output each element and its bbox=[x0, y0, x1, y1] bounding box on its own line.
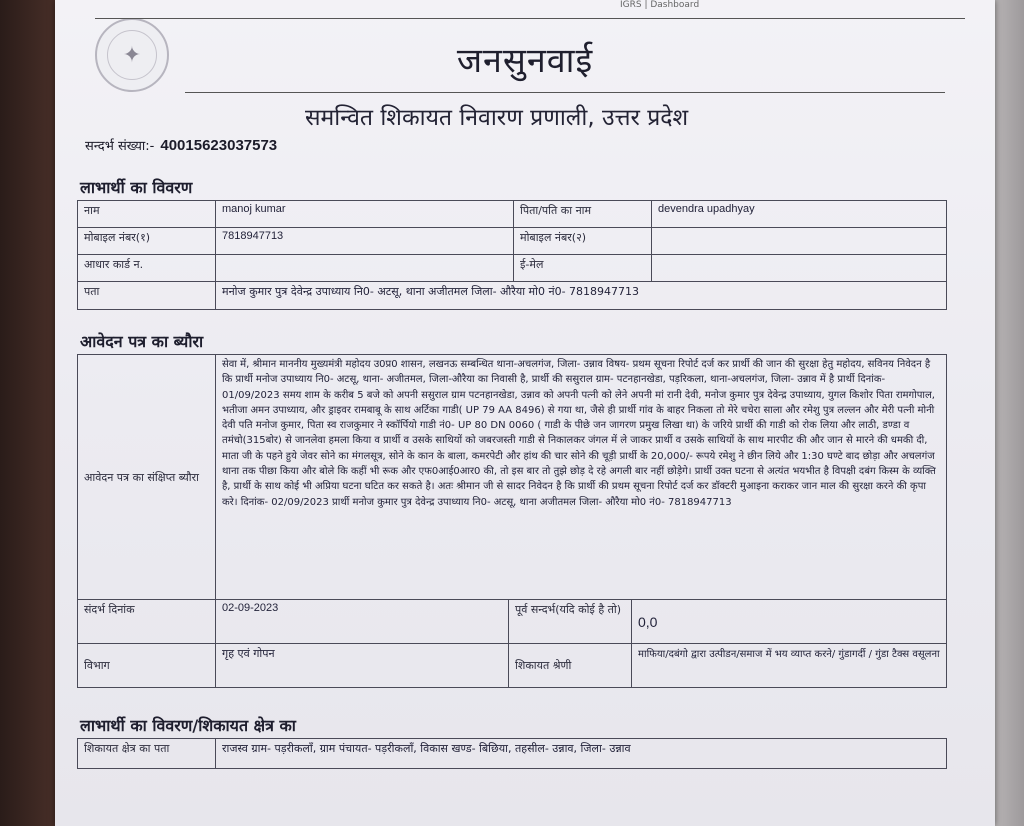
father-name-value: devendra upadhyay bbox=[652, 201, 947, 228]
section-heading-complaint-area: लाभार्थी का विवरण/शिकायत क्षेत्र का bbox=[80, 716, 296, 735]
reference-label: सन्दर्भ संख्या:- bbox=[85, 139, 155, 154]
top-rule bbox=[95, 18, 965, 19]
summary-label: आवेदन पत्र का संक्षिप्त ब्यौरा bbox=[78, 355, 216, 600]
page-subtitle: समन्वित शिकायत निवारण प्रणाली, उत्तर प्रदेश bbox=[305, 105, 689, 131]
reference-number bbox=[85, 136, 277, 154]
previous-reference-label: पूर्व सन्दर्भ(यदि कोई है तो) bbox=[509, 600, 632, 644]
aadhaar-value bbox=[216, 255, 514, 282]
complaint-area-label: शिकायत क्षेत्र का पता bbox=[78, 739, 216, 769]
reference-date-label: संदर्भ दिनांक bbox=[78, 600, 216, 644]
email-value bbox=[652, 255, 947, 282]
section-heading-beneficiary: लाभार्थी का विवरण bbox=[80, 178, 193, 197]
title-rule bbox=[185, 92, 945, 93]
mobile1-label: मोबाइल नंबर(१) bbox=[78, 228, 216, 255]
department-value: गृह एवं गोपन bbox=[216, 644, 509, 688]
reference-date-value: 02-09-2023 bbox=[216, 600, 509, 644]
name-label: नाम bbox=[78, 201, 216, 228]
address-value: मनोज कुमार पुत्र देवेन्द्र उपाध्याय नि0- अटसू, थाना अजीतमल जिला- औरैया मो0 नं0- 7818947713 bbox=[216, 282, 947, 310]
page-title: जनसुनवाई bbox=[456, 41, 594, 81]
up-government-emblem-icon: ✦ bbox=[95, 18, 169, 92]
previous-reference-value: 0,0 bbox=[632, 600, 947, 644]
beneficiary-table bbox=[77, 200, 947, 310]
complaint-area-value: राजस्व ग्राम- पड़रीकलाँ, ग्राम पंचायत- पड़रीकलाँ, विकास खण्ड- बिछिया, तहसील- उन्नाव, जिला- उन्नाव bbox=[216, 739, 947, 769]
summary-value: सेवा में, श्रीमान माननीय मुख्यमंत्री महोदय उ0प्र0 शासन, लखनऊ सम्बन्धित थाना-अचलगंज, जिला- उन्नाव विषय- प्रथम सूचना रिपोर्ट दर्ज कर प्रार्थी की जान की सुरक्षा हेतु महोदय, सविनय निवेदन है कि प्रार्थी मनोज उपाध्याय नि0- अटसू, थाना- अजीतमल, जिला-औरैया का निवासी है, प्रार्थी की ससुराल ग्राम- पटनहानखेडा, पड़रिकला, थाना-अचलगंज, जिला- उन्नाव में है प्रार्थी दिनांक- 01/09/2023 समय शाम के करीब 5 बजे को अपनी ससुराल ग्राम पटनहानखेडा, उन्नाव को अपनी पत्नी को लेने अपनी मां रानी देवी, मनोज कुमार पुत्र देवेन्द्र उपाध्याय, युगल किशोर पिता रामगोपाल, भतीजा अमन उपाध्याय, और ड्राइवर रामबाबू के साथ अर्टिका गाडी( UP 79 AA 8496) से गया था, जैसे ही प्रार्थी गांव के बाहर निकला तो मेरे चचेरा साला और रमेशु पुत्र लल्लन और मेरी पत्नी मोनी देवी पति मनोज कुमार, पिता स्व राजकुमार ने स्कॉर्पियो गाडी नं0- UP 80 DN 0060 ( गाडी के पीछे जन जागरण प्रमुख लिखा था) के जरिये प्रार्थी की गाडी को रोक लिया और लाठी, डण्डा व तमंचो(315बोर) से जानलेवा हमला किया व प्रार्थी व उसके साथियों को जबरजस्ती गाडी से निकालकर जंगल में ले जाकर प्रार्थी व उसके साथियों के साथ मारपीट की और जान से मारने की धमकी दी, माता जी के पहने हुये जेवर सोने का मंगलसूत्र, सोने के कान के बाला, कमरपेटी और हांथ की चार सोने की चूड़ी प्रार्थी के 20,000/- रूपये रमेशु ने छीन लिये और 1:30 घण्टे बाद छोड़ा और अचलगंज थाना तक पीछा किया और बोले कि कहीं भी रूक और एफ0आई0आर0 की, तो इस बार तो तुझे छोड़ दे रहे अगली बार नहीं छोड़ेगे। प्रार्थी उक्त घटना से अत्यंत भयभीत है विपक्षी दबंग किस्म के व्यक्ति है, प्रार्थी के साथ कोई भी अप्रिया घटना घटित कर सकते है। अतः श्रीमान जी से सादर निवेदन है कि प्रार्थी की प्रथम सूचना रिपोर्ट दर्ज कर डॉक्टरी मुआइना कराकर जान माल की सुरक्षा करने की कृपा करे। दिनांक- 02/09/2023 प्रार्थी मनोज कुमार पुत्र देवेन्द्र उपाध्याय नि0- अटसू, थाना अजीतमल जिला- औरैया मो0 नं0- 7818947713 bbox=[216, 355, 947, 600]
document-page bbox=[55, 0, 995, 826]
reference-value: 40015623037573 bbox=[160, 137, 278, 154]
email-label: ई-मेल bbox=[514, 255, 652, 282]
application-table bbox=[77, 354, 947, 688]
complaint-category-label: शिकायत श्रेणी bbox=[509, 644, 632, 688]
complaint-category-value: माफिया/दबंगो द्वारा उत्पीडन/समाज में भय व्याप्त करने/ गुंडागर्दी / गुंडा टैक्स वसूलना bbox=[632, 644, 947, 688]
father-name-label: पिता/पति का नाम bbox=[514, 201, 652, 228]
mobile2-label: मोबाइल नंबर(२) bbox=[514, 228, 652, 255]
aadhaar-label: आधार कार्ड न. bbox=[78, 255, 216, 282]
complaint-area-table bbox=[77, 738, 947, 769]
address-label: पता bbox=[78, 282, 216, 310]
department-label: विभाग bbox=[78, 644, 216, 688]
background-left bbox=[0, 0, 60, 826]
section-heading-application: आवेदन पत्र का ब्यौरा bbox=[80, 332, 204, 351]
mobile2-value bbox=[652, 228, 947, 255]
name-value: manoj kumar bbox=[216, 201, 514, 228]
topbar-text: IGRS | Dashboard bbox=[620, 0, 700, 10]
mobile1-value: 7818947713 bbox=[216, 228, 514, 255]
